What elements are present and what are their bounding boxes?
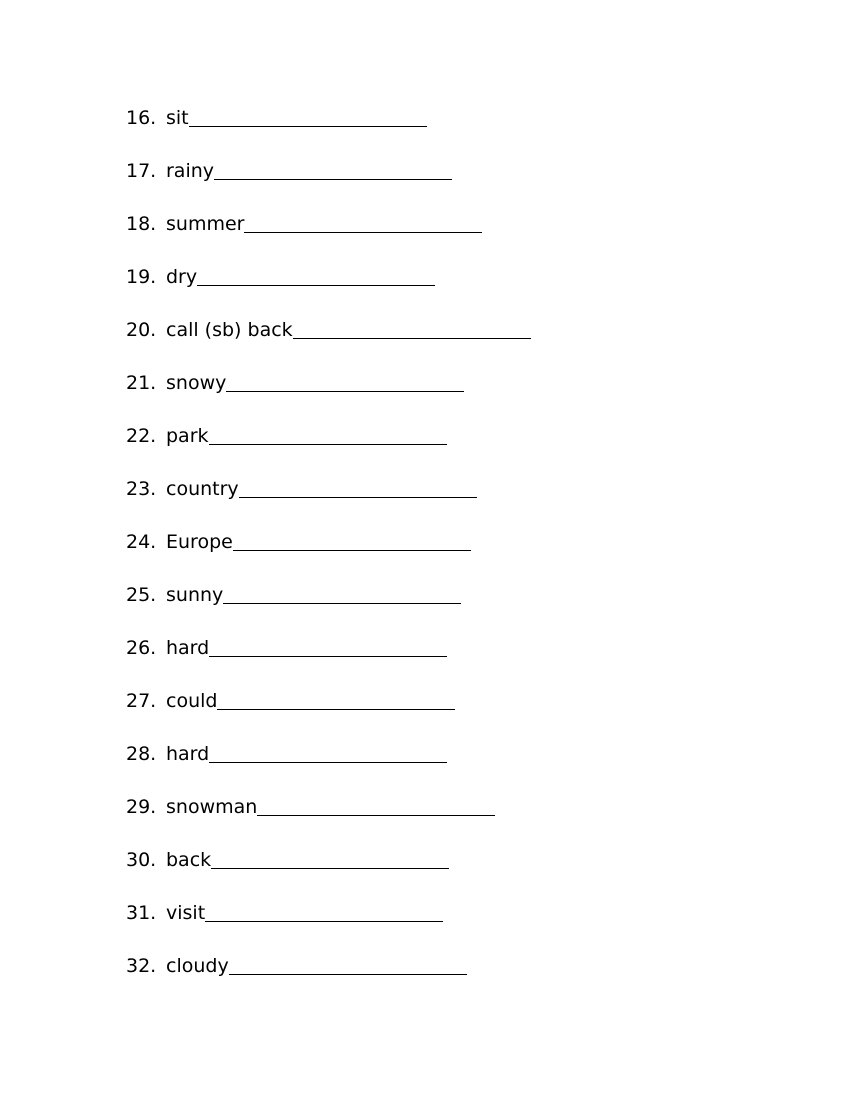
item-number: 24.: [126, 531, 157, 553]
item-word: rainy: [166, 160, 215, 182]
list-item: [126, 210, 531, 263]
list-item: [126, 687, 531, 740]
item-word: back: [166, 849, 212, 871]
item-word: sit: [166, 107, 189, 129]
item-word: hard: [166, 743, 210, 765]
answer-blank: [197, 263, 435, 286]
list-item: [126, 369, 531, 422]
list-item: [126, 740, 531, 793]
answer-blank: [211, 846, 449, 869]
item-word: cloudy: [166, 955, 229, 977]
item-number: 16.: [126, 107, 157, 129]
answer-blank: [293, 316, 531, 339]
item-word: country: [166, 478, 239, 500]
item-word: call (sb) back: [166, 319, 293, 341]
item-number: 30.: [126, 849, 157, 871]
item-word: sunny: [166, 584, 224, 606]
list-item: [126, 475, 531, 528]
item-number: 17.: [126, 160, 157, 182]
item-number: 20.: [126, 319, 157, 341]
list-item: [126, 104, 531, 157]
list-item: [126, 952, 531, 1005]
list-item: [126, 899, 531, 952]
item-number: 31.: [126, 902, 157, 924]
item-number: 23.: [126, 478, 157, 500]
item-word: dry: [166, 266, 198, 288]
answer-blank: [205, 899, 443, 922]
item-word: hard: [166, 637, 210, 659]
answer-blank: [233, 528, 471, 551]
item-word: summer: [166, 213, 245, 235]
answer-blank: [223, 581, 461, 604]
item-number: 18.: [126, 213, 157, 235]
answer-blank: [209, 422, 447, 445]
item-word: Europe: [166, 531, 233, 553]
item-number: 25.: [126, 584, 157, 606]
item-word: could: [166, 690, 218, 712]
item-number: 19.: [126, 266, 157, 288]
list-item: [126, 263, 531, 316]
answer-blank: [209, 740, 447, 763]
list-item: [126, 422, 531, 475]
answer-blank: [239, 475, 477, 498]
item-number: 28.: [126, 743, 157, 765]
item-number: 22.: [126, 425, 157, 447]
answer-blank: [229, 952, 467, 975]
answer-blank: [244, 210, 482, 233]
list-item: [126, 316, 531, 369]
answer-blank: [226, 369, 464, 392]
item-number: 21.: [126, 372, 157, 394]
item-word: visit: [166, 902, 206, 924]
answer-blank: [217, 687, 455, 710]
list-item: [126, 581, 531, 634]
item-number: 27.: [126, 690, 157, 712]
item-word: snowy: [166, 372, 227, 394]
item-word: snowman: [166, 796, 258, 818]
answer-blank: [209, 634, 447, 657]
list-item: [126, 793, 531, 846]
vocabulary-list: [126, 104, 531, 1005]
list-item: [126, 157, 531, 210]
list-item: [126, 528, 531, 581]
list-item: [126, 634, 531, 687]
item-number: 29.: [126, 796, 157, 818]
answer-blank: [214, 157, 452, 180]
item-number: 32.: [126, 955, 157, 977]
answer-blank: [189, 104, 427, 127]
item-word: park: [166, 425, 209, 447]
answer-blank: [257, 793, 495, 816]
list-item: [126, 846, 531, 899]
item-number: 26.: [126, 637, 157, 659]
